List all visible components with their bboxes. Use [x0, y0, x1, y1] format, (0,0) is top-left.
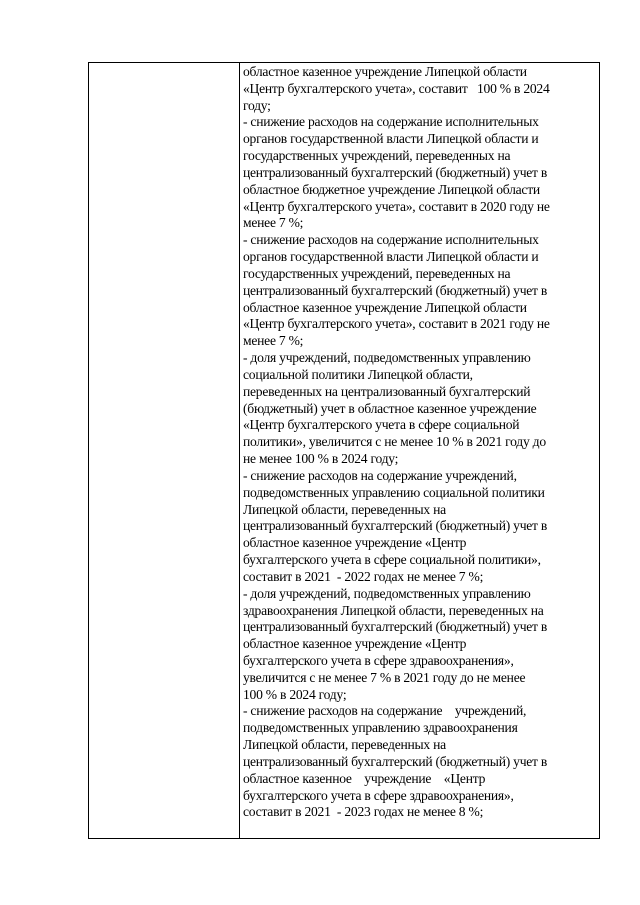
- text-line: составит в 2021 - 2022 годах не менее 7 %;: [243, 568, 484, 584]
- text-line: «Центр бухгалтерского учета в сфере социальной: [243, 417, 520, 433]
- text-line: областное бюджетное учреждение Липецкой области: [243, 181, 540, 197]
- text-line: (бюджетный) учет в областное казенное учреждение: [243, 400, 537, 416]
- text-line: здравоохранения Липецкой области, переведенных на: [243, 602, 544, 618]
- text-line: бухгалтерского учета в сфере здравоохранения»,: [243, 787, 514, 803]
- text-line: областное казенное учреждение «Центр: [243, 636, 467, 652]
- text-line: Липецкой области, переведенных на: [243, 501, 446, 517]
- text-line: централизованный бухгалтерский (бюджетный) учет в: [243, 164, 548, 180]
- text-line: подведомственных управлению социальной политики: [243, 484, 545, 500]
- text-line: областное казенное учреждение «Центр: [243, 770, 486, 786]
- text-line: менее 7 %;: [243, 215, 304, 231]
- text-line: органов государственной власти Липецкой области и: [243, 249, 539, 265]
- text-line: - снижение расходов на содержание исполнительных: [243, 114, 539, 130]
- text-line: «Центр бухгалтерского учета», составит в 2021 году не: [243, 316, 550, 332]
- text-line: увеличится с не менее 7 % в 2021 году до не менее: [243, 669, 526, 685]
- text-line: централизованный бухгалтерский (бюджетный) учет в: [243, 282, 548, 298]
- text-line: менее 7 %;: [243, 333, 304, 349]
- table-right-cell: [241, 63, 599, 838]
- text-line: Липецкой области, переведенных на: [243, 737, 446, 753]
- text-line: государственных учреждений, переведенных на: [243, 148, 511, 164]
- text-line: областное казенное учреждение Липецкой области: [243, 64, 527, 79]
- document-table: [88, 62, 600, 839]
- text-line: «Центр бухгалтерского учета», составит в 2020 году не: [243, 198, 550, 214]
- text-line: - доля учреждений, подведомственных управлению: [243, 350, 531, 366]
- text-line: областное казенное учреждение «Центр: [243, 535, 467, 551]
- text-line: централизованный бухгалтерский (бюджетный) учет в: [243, 619, 548, 635]
- text-line: централизованный бухгалтерский (бюджетный) учет в: [243, 753, 548, 769]
- text-line: - снижение расходов на содержание исполнительных: [243, 232, 539, 248]
- table-left-cell: [89, 63, 240, 838]
- text-line: централизованный бухгалтерский (бюджетный) учет в: [243, 518, 548, 534]
- text-line: политики», увеличится с не менее 10 % в 2021 году до: [243, 434, 546, 450]
- text-line: бухгалтерского учета в сфере социальной политики»,: [243, 552, 541, 568]
- text-line: - снижение расходов на содержание учреждений,: [243, 703, 527, 719]
- text-line: социальной политики Липецкой области,: [243, 366, 473, 382]
- text-line: - снижение расходов на содержание учреждений,: [243, 467, 517, 483]
- text-line: подведомственных управлению здравоохранения: [243, 720, 518, 736]
- text-line: году;: [243, 97, 271, 113]
- text-line: государственных учреждений, переведенных на: [243, 265, 511, 281]
- text-line: - доля учреждений, подведомственных управлению: [243, 585, 531, 601]
- text-line: органов государственной власти Липецкой области и: [243, 131, 539, 147]
- text-line: бухгалтерского учета в сфере здравоохранения»,: [243, 652, 514, 668]
- text-line: переведенных на централизованный бухгалтерский: [243, 383, 531, 399]
- text-line: областное казенное учреждение Липецкой области: [243, 299, 527, 315]
- text-line: «Центр бухгалтерского учета», составит 100 % в 2024: [243, 80, 550, 96]
- text-line: составит в 2021 - 2023 годах не менее 8 %;: [243, 804, 484, 820]
- text-line: 100 % в 2024 году;: [243, 686, 347, 702]
- text-line: не менее 100 % в 2024 году;: [243, 451, 399, 467]
